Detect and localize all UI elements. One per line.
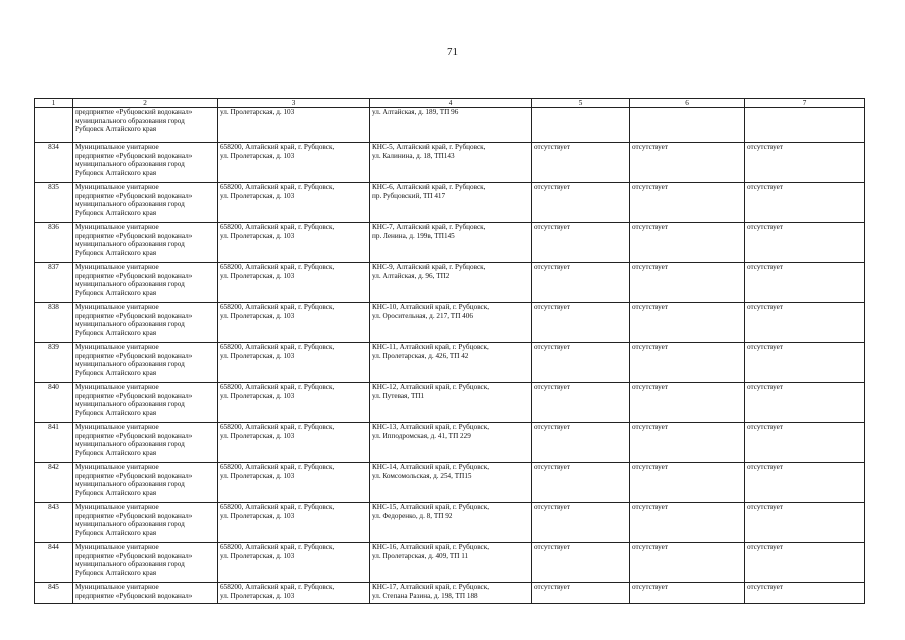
owner-line: предприятие «Рубцовский водоканал» — [75, 511, 193, 520]
col6-cell: отсутствует — [630, 423, 745, 463]
table-row — [35, 143, 865, 183]
address-cell — [218, 583, 370, 604]
col6-cell: отсутствует — [630, 303, 745, 343]
address-line: 658200, Алтайский край, г. Рубцовск, — [220, 503, 335, 511]
address-line: ул. Пролетарская, д. 103 — [220, 311, 295, 320]
object-line: КНС-12, Алтайский край, г. Рубцовск, — [372, 383, 490, 391]
owner-line: предприятие «Рубцовский водоканал» — [75, 551, 193, 560]
owner-line: Муниципальное унитарное — [75, 423, 159, 431]
object-line: пр. Рубцовский, ТП 417 — [372, 191, 446, 200]
object-cell — [370, 108, 532, 143]
object-cell — [370, 143, 532, 183]
owner-line: Рубцовск Алтайского края — [75, 288, 157, 297]
address-cell — [218, 343, 370, 383]
object-line: ул. Алтайская, д. 189, ТП 96 — [372, 108, 459, 116]
object-cell — [370, 543, 532, 583]
address-line: 658200, Алтайский край, г. Рубцовск, — [220, 463, 335, 471]
address-line: 658200, Алтайский край, г. Рубцовск, — [220, 583, 335, 591]
col7-cell: отсутствует — [745, 543, 865, 583]
owner-line: муниципального образования город — [75, 520, 185, 529]
object-line: ул. Путевая, ТП1 — [372, 391, 425, 400]
address-line: 658200, Алтайский край, г. Рубцовск, — [220, 303, 335, 311]
address-line: ул. Пролетарская, д. 103 — [220, 231, 295, 240]
owner-cell — [73, 223, 218, 263]
object-line: ул. Комсомольская, д. 254, ТП15 — [372, 471, 472, 480]
object-line: ул. Ипподромская, д. 41, ТП 229 — [372, 431, 471, 440]
column-header: 5 — [532, 99, 630, 108]
owner-cell — [73, 383, 218, 423]
row-number-cell — [35, 108, 73, 143]
col7-cell: отсутствует — [745, 303, 865, 343]
owner-line: Муниципальное унитарное — [75, 463, 159, 471]
owner-line: предприятие «Рубцовский водоканал» — [75, 231, 193, 240]
owner-cell — [73, 343, 218, 383]
page-number: 71 — [447, 46, 458, 58]
address-cell — [218, 108, 370, 143]
table-body — [35, 108, 865, 604]
owner-line: Рубцовск Алтайского края — [75, 328, 157, 337]
owner-line: Муниципальное унитарное — [75, 383, 159, 391]
address-line: 658200, Алтайский край, г. Рубцовск, — [220, 183, 335, 191]
row-number-cell: 841 — [35, 423, 73, 463]
col5-cell: отсутствует — [532, 383, 630, 423]
owner-line: Муниципальное унитарное — [75, 543, 159, 551]
owner-line: Муниципальное унитарное — [75, 183, 159, 191]
row-number-cell: 842 — [35, 463, 73, 503]
col7-cell: отсутствует — [745, 263, 865, 303]
owner-line: Рубцовск Алтайского края — [75, 408, 157, 417]
object-cell — [370, 303, 532, 343]
address-line: ул. Пролетарская, д. 103 — [220, 271, 295, 280]
owner-line: предприятие «Рубцовский водоканал» — [75, 431, 193, 440]
object-cell — [370, 183, 532, 223]
object-line: КНС-16, Алтайский край, г. Рубцовск, — [372, 543, 490, 551]
owner-line: Рубцовск Алтайского края — [75, 208, 157, 217]
owner-line: предприятие «Рубцовский водоканал» — [75, 311, 193, 320]
table-row — [35, 423, 865, 463]
object-cell — [370, 263, 532, 303]
object-line: пр. Ленина, д. 199в, ТП145 — [372, 231, 455, 240]
col6-cell: отсутствует — [630, 343, 745, 383]
col5-cell: отсутствует — [532, 343, 630, 383]
col5-cell: отсутствует — [532, 583, 630, 604]
row-number-cell: 838 — [35, 303, 73, 343]
address-line: ул. Пролетарская, д. 103 — [220, 591, 295, 600]
owner-line: муниципального образования город — [75, 360, 185, 369]
col6-cell: отсутствует — [630, 383, 745, 423]
address-cell — [218, 383, 370, 423]
column-number-row — [35, 99, 865, 108]
row-number-cell: 845 — [35, 583, 73, 604]
owner-line: муниципального образования город — [75, 240, 185, 249]
continuation-row — [35, 108, 865, 143]
owner-line: предприятие «Рубцовский водоканал» — [75, 471, 193, 480]
col5-cell: отсутствует — [532, 463, 630, 503]
col5-cell — [532, 108, 630, 143]
owner-line: Рубцовск Алтайского края — [75, 568, 157, 577]
col5-cell: отсутствует — [532, 263, 630, 303]
owner-line: Рубцовск Алтайского края — [75, 448, 157, 457]
object-line: ул. Степана Разина, д. 198, ТП 188 — [372, 591, 478, 600]
address-line: 658200, Алтайский край, г. Рубцовск, — [220, 263, 335, 271]
owner-line: Рубцовск Алтайского края — [75, 248, 157, 257]
registry-table — [34, 98, 865, 604]
col5-cell: отсутствует — [532, 423, 630, 463]
owner-cell — [73, 303, 218, 343]
col7-cell: отсутствует — [745, 383, 865, 423]
col7-cell: отсутствует — [745, 423, 865, 463]
address-line: ул. Пролетарская, д. 103 — [220, 191, 295, 200]
address-line: 658200, Алтайский край, г. Рубцовск, — [220, 543, 335, 551]
col6-cell: отсутствует — [630, 543, 745, 583]
object-line: КНС-13, Алтайский край, г. Рубцовск, — [372, 423, 490, 431]
object-line: КНС-14, Алтайский край, г. Рубцовск, — [372, 463, 490, 471]
owner-line: муниципального образования город — [75, 200, 185, 209]
object-line: ул. Пролетарская, д. 409, ТП 11 — [372, 551, 469, 560]
owner-line: Муниципальное унитарное — [75, 263, 159, 271]
owner-line: Рубцовск Алтайского края — [75, 125, 157, 134]
table-row — [35, 263, 865, 303]
owner-line: Рубцовск Алтайского края — [75, 528, 157, 537]
col6-cell: отсутствует — [630, 183, 745, 223]
object-cell — [370, 343, 532, 383]
object-cell — [370, 423, 532, 463]
row-number-cell: 843 — [35, 503, 73, 543]
address-cell — [218, 183, 370, 223]
col6-cell: отсутствует — [630, 263, 745, 303]
col7-cell: отсутствует — [745, 463, 865, 503]
object-line: КНС-10, Алтайский край, г. Рубцовск, — [372, 303, 490, 311]
owner-line: Муниципальное унитарное — [75, 303, 159, 311]
owner-line: Муниципальное унитарное — [75, 343, 159, 351]
col7-cell — [745, 108, 865, 143]
object-cell — [370, 383, 532, 423]
object-line: КНС-11, Алтайский край, г. Рубцовск, — [372, 343, 489, 351]
row-number-cell: 835 — [35, 183, 73, 223]
object-line: ул. Алтайская, д. 96, ТП2 — [372, 271, 450, 280]
address-line: 658200, Алтайский край, г. Рубцовск, — [220, 423, 335, 431]
address-line: ул. Пролетарская, д. 103 — [220, 551, 295, 560]
address-line: ул. Пролетарская, д. 103 — [220, 511, 295, 520]
col6-cell: отсутствует — [630, 583, 745, 604]
col5-cell: отсутствует — [532, 143, 630, 183]
owner-line: Рубцовск Алтайского края — [75, 488, 157, 497]
owner-line: муниципального образования город — [75, 280, 185, 289]
owner-line: предприятие «Рубцовский водоканал» — [75, 591, 193, 600]
table-row — [35, 583, 865, 604]
col7-cell: отсутствует — [745, 503, 865, 543]
address-line: 658200, Алтайский край, г. Рубцовск, — [220, 383, 335, 391]
row-number-cell: 836 — [35, 223, 73, 263]
address-cell — [218, 223, 370, 263]
row-number-cell: 839 — [35, 343, 73, 383]
col5-cell: отсутствует — [532, 183, 630, 223]
address-cell — [218, 503, 370, 543]
owner-line: муниципального образования город — [75, 400, 185, 409]
row-number-cell: 837 — [35, 263, 73, 303]
owner-line: Муниципальное унитарное — [75, 503, 159, 511]
table-row — [35, 543, 865, 583]
object-line: ул. Пролетарская, д. 426, ТП 42 — [372, 351, 469, 360]
owner-line: Муниципальное унитарное — [75, 143, 159, 151]
address-line: ул. Пролетарская, д. 103 — [220, 108, 295, 116]
col6-cell: отсутствует — [630, 503, 745, 543]
object-cell — [370, 583, 532, 604]
owner-line: муниципального образования город — [75, 440, 185, 449]
owner-line: муниципального образования город — [75, 560, 185, 569]
owner-line: предприятие «Рубцовский водоканал» — [75, 151, 193, 160]
object-cell — [370, 223, 532, 263]
object-line: ул. Федоренко, д. 8, ТП 92 — [372, 511, 453, 520]
owner-cell — [73, 583, 218, 604]
col6-cell: отсутствует — [630, 143, 745, 183]
table-row — [35, 503, 865, 543]
address-line: ул. Пролетарская, д. 103 — [220, 151, 295, 160]
address-line: ул. Пролетарская, д. 103 — [220, 431, 295, 440]
owner-cell — [73, 183, 218, 223]
address-cell — [218, 463, 370, 503]
col7-cell: отсутствует — [745, 143, 865, 183]
address-line: ул. Пролетарская, д. 103 — [220, 471, 295, 480]
address-line: 658200, Алтайский край, г. Рубцовск, — [220, 143, 335, 151]
owner-cell — [73, 463, 218, 503]
object-line: ул. Оросительная, д. 217, ТП 406 — [372, 311, 473, 320]
object-line: КНС-15, Алтайский край, г. Рубцовск, — [372, 503, 490, 511]
owner-cell — [73, 423, 218, 463]
object-cell — [370, 503, 532, 543]
col5-cell: отсутствует — [532, 303, 630, 343]
column-header: 1 — [35, 99, 73, 108]
owner-line: Муниципальное унитарное — [75, 583, 159, 591]
table-row — [35, 383, 865, 423]
table-row — [35, 183, 865, 223]
address-cell — [218, 543, 370, 583]
column-header: 4 — [370, 99, 532, 108]
column-header: 2 — [73, 99, 218, 108]
address-line: ул. Пролетарская, д. 103 — [220, 391, 295, 400]
col7-cell: отсутствует — [745, 343, 865, 383]
col5-cell: отсутствует — [532, 503, 630, 543]
object-line: КНС-7, Алтайский край, г. Рубцовск, — [372, 223, 486, 231]
column-header: 6 — [630, 99, 745, 108]
owner-cell — [73, 263, 218, 303]
address-cell — [218, 423, 370, 463]
owner-line: муниципального образования город — [75, 480, 185, 489]
col6-cell — [630, 108, 745, 143]
table-row — [35, 463, 865, 503]
owner-line: предприятие «Рубцовский водоканал» — [75, 351, 193, 360]
row-number-cell: 834 — [35, 143, 73, 183]
address-line: 658200, Алтайский край, г. Рубцовск, — [220, 223, 335, 231]
table-row — [35, 223, 865, 263]
owner-line: муниципального образования город — [75, 160, 185, 169]
column-header: 3 — [218, 99, 370, 108]
column-header: 7 — [745, 99, 865, 108]
col6-cell: отсутствует — [630, 223, 745, 263]
owner-line: муниципального образования город — [75, 320, 185, 329]
table-row — [35, 343, 865, 383]
row-number-cell: 844 — [35, 543, 73, 583]
owner-line: предприятие «Рубцовский водоканал» — [75, 191, 193, 200]
owner-cell — [73, 503, 218, 543]
owner-line: муниципального образования город — [75, 116, 185, 125]
owner-line: предприятие «Рубцовский водоканал» — [75, 108, 193, 116]
object-line: КНС-5, Алтайский край, г. Рубцовск, — [372, 143, 486, 151]
address-cell — [218, 303, 370, 343]
col5-cell: отсутствует — [532, 223, 630, 263]
owner-line: предприятие «Рубцовский водоканал» — [75, 271, 193, 280]
owner-line: Рубцовск Алтайского края — [75, 168, 157, 177]
owner-cell — [73, 143, 218, 183]
object-line: КНС-6, Алтайский край, г. Рубцовск, — [372, 183, 486, 191]
object-cell — [370, 463, 532, 503]
object-line: КНС-17, Алтайский край, г. Рубцовск, — [372, 583, 490, 591]
object-line: ул. Калинина, д. 18, ТП143 — [372, 151, 455, 160]
address-line: ул. Пролетарская, д. 103 — [220, 351, 295, 360]
col7-cell: отсутствует — [745, 183, 865, 223]
address-cell — [218, 143, 370, 183]
row-number-cell: 840 — [35, 383, 73, 423]
owner-line: Муниципальное унитарное — [75, 223, 159, 231]
owner-cell — [73, 108, 218, 143]
col7-cell: отсутствует — [745, 223, 865, 263]
owner-line: предприятие «Рубцовский водоканал» — [75, 391, 193, 400]
col7-cell: отсутствует — [745, 583, 865, 604]
col6-cell: отсутствует — [630, 463, 745, 503]
address-line: 658200, Алтайский край, г. Рубцовск, — [220, 343, 335, 351]
owner-cell — [73, 543, 218, 583]
address-cell — [218, 263, 370, 303]
col5-cell: отсутствует — [532, 543, 630, 583]
owner-line: Рубцовск Алтайского края — [75, 368, 157, 377]
object-line: КНС-9, Алтайский край, г. Рубцовск, — [372, 263, 486, 271]
table-row — [35, 303, 865, 343]
